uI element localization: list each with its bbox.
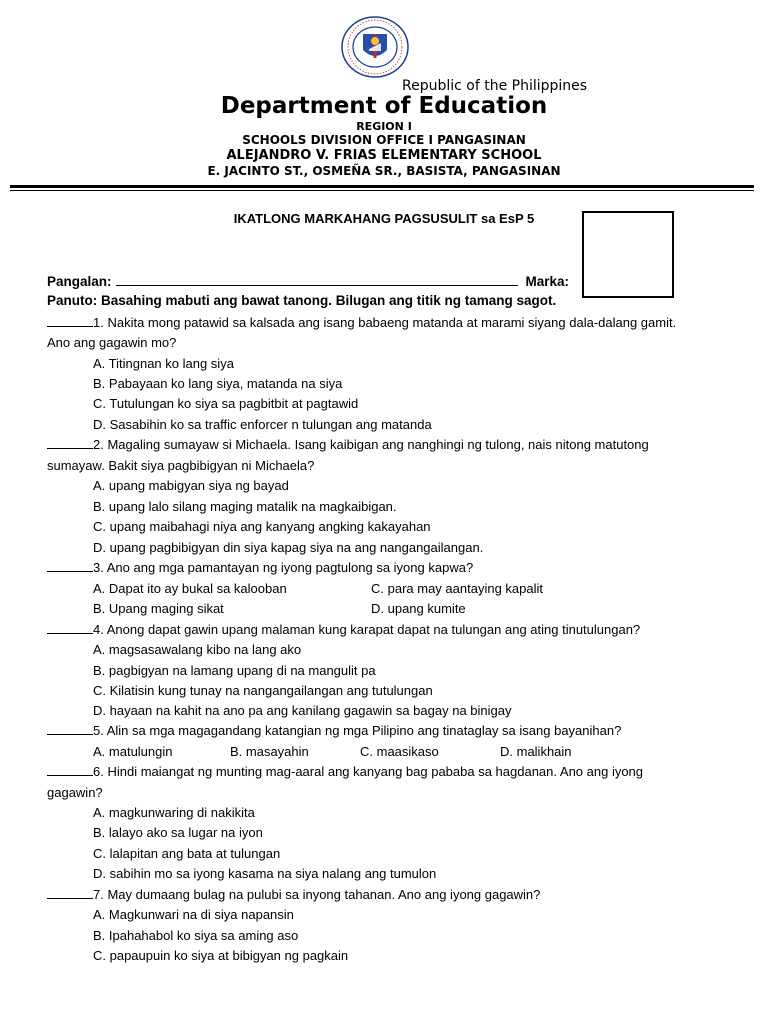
choice-6c[interactable]: C. lalapitan ang bata at tulungan xyxy=(93,846,281,861)
score-label: Marka: xyxy=(525,274,570,289)
directions: Panuto: Basahing mabuti ang bawat tanong. Bilugan ang titik ng tamang sagot. xyxy=(47,293,557,308)
header-divider-thick xyxy=(10,185,754,188)
question-2: 2. Magaling sumayaw si Michaela. Isang kaibigan ang nanghingi ng tulong, nais nitong matutong xyxy=(47,437,649,452)
answer-blank[interactable] xyxy=(47,560,93,572)
question-1-cont: Ano ang gagawin mo? xyxy=(47,335,177,350)
choice-2a[interactable]: A. upang mabigyan siya ng bayad xyxy=(93,478,289,493)
choice-4a[interactable]: A. magsasawalang kibo na lang ako xyxy=(93,642,302,657)
choice-2d[interactable]: D. upang pagbibigyan din siya kapag siya na ang nangangailangan. xyxy=(93,540,484,555)
question-3: 3. Ano ang mga pamantayan ng iyong pagtulong sa iyong kapwa? xyxy=(47,560,473,575)
choice-7c[interactable]: C. papaupuin ko siya at bibigyan ng pagkain xyxy=(93,948,349,963)
name-label: Pangalan: xyxy=(47,274,112,289)
choice-4d[interactable]: D. hayaan na kahit na ano pa ang kanilang gagawin sa bagay na binigay xyxy=(93,703,512,718)
question-6: 6. Hindi maiangat ng munting mag-aaral ang kanyang bag pababa sa hagdanan. Ano ang iyong xyxy=(47,764,643,779)
score-box[interactable] xyxy=(582,211,674,298)
name-field[interactable] xyxy=(116,273,518,286)
choice-5b[interactable]: B. masayahin xyxy=(230,744,309,759)
choice-4b[interactable]: B. pagbigyan na lamang upang di na mangulit pa xyxy=(93,663,376,678)
answer-blank[interactable] xyxy=(47,764,93,776)
question-1: 1. Nakita mong patawid sa kalsada ang isang babaeng matanda at marami siyang dala-dalang gamit. xyxy=(47,315,676,330)
choice-7a[interactable]: A. Magkunwari na di siya napansin xyxy=(93,907,294,922)
choice-7b[interactable]: B. Ipahahabol ko siya sa aming aso xyxy=(93,928,299,943)
region-label: REGION I xyxy=(356,120,412,133)
answer-blank[interactable] xyxy=(47,437,93,449)
question-7: 7. May dumaang bulag na pulubi sa inyong tahanan. Ano ang iyong gagawin? xyxy=(47,887,540,902)
choice-1d[interactable]: D. Sasabihin ko sa traffic enforcer n tulungan ang matanda xyxy=(93,417,432,432)
choice-6d[interactable]: D. sabihin mo sa iyong kasama na siya nalang ang tumulon xyxy=(93,866,437,881)
division-label: SCHOOLS DIVISION OFFICE I PANGASINAN xyxy=(242,133,526,147)
question-5: 5. Alin sa mga magagandang katangian ng mga Pilipino ang tinataglay sa isang bayanihan? xyxy=(47,723,621,738)
answer-blank[interactable] xyxy=(47,315,93,327)
deped-seal-logo xyxy=(341,16,409,78)
choice-1b[interactable]: B. Pabayaan ko lang siya, matanda na siya xyxy=(93,376,343,391)
department-title: Department of Education xyxy=(220,93,548,119)
question-4: 4. Anong dapat gawin upang malaman kung karapat dapat na tulungan ang ating tinutulungan? xyxy=(47,622,640,637)
choice-1c[interactable]: C. Tutulungan ko siya sa pagbitbit at pagtawid xyxy=(93,396,359,411)
choice-2b[interactable]: B. upang lalo silang maging matalik na magkaibigan. xyxy=(93,499,397,514)
exam-title: IKATLONG MARKAHANG PAGSUSULIT sa EsP 5 xyxy=(233,211,535,226)
choice-3d[interactable]: D. upang kumite xyxy=(371,601,466,616)
choice-2c[interactable]: C. upang maibahagi niya ang kanyang angking kakayahan xyxy=(93,519,431,534)
choice-3c[interactable]: C. para may aantaying kapalit xyxy=(371,581,543,596)
answer-blank[interactable] xyxy=(47,887,93,899)
header-divider-thin xyxy=(10,190,754,191)
choice-1a[interactable]: A. Titingnan ko lang siya xyxy=(93,356,234,371)
choice-5c[interactable]: C. maasikaso xyxy=(360,744,439,759)
question-2-cont: sumayaw. Bakit siya pagbibigyan ni Michaela? xyxy=(47,458,315,473)
school-address: E. JACINTO ST., OSMEÑA SR., BASISTA, PANGASINAN xyxy=(207,164,561,178)
republic-label: Republic of the Philippines xyxy=(402,78,588,94)
choice-4c[interactable]: C. Kilatisin kung tunay na nangangailangan ang tutulungan xyxy=(93,683,433,698)
question-6-cont: gagawin? xyxy=(47,785,103,800)
choice-6a[interactable]: A. magkunwaring di nakikita xyxy=(93,805,255,820)
choice-5a[interactable]: A. matulungin xyxy=(93,744,173,759)
choice-3a[interactable]: A. Dapat ito ay bukal sa kalooban xyxy=(93,581,287,596)
name-row xyxy=(47,273,569,289)
answer-blank[interactable] xyxy=(47,622,93,634)
choice-6b[interactable]: B. lalayo ako sa lugar na iyon xyxy=(93,825,263,840)
answer-blank[interactable] xyxy=(47,723,93,735)
choice-5d[interactable]: D. malikhain xyxy=(500,744,572,759)
school-name: ALEJANDRO V. FRIAS ELEMENTARY SCHOOL xyxy=(226,148,542,163)
choice-3b[interactable]: B. Upang maging sikat xyxy=(93,601,224,616)
